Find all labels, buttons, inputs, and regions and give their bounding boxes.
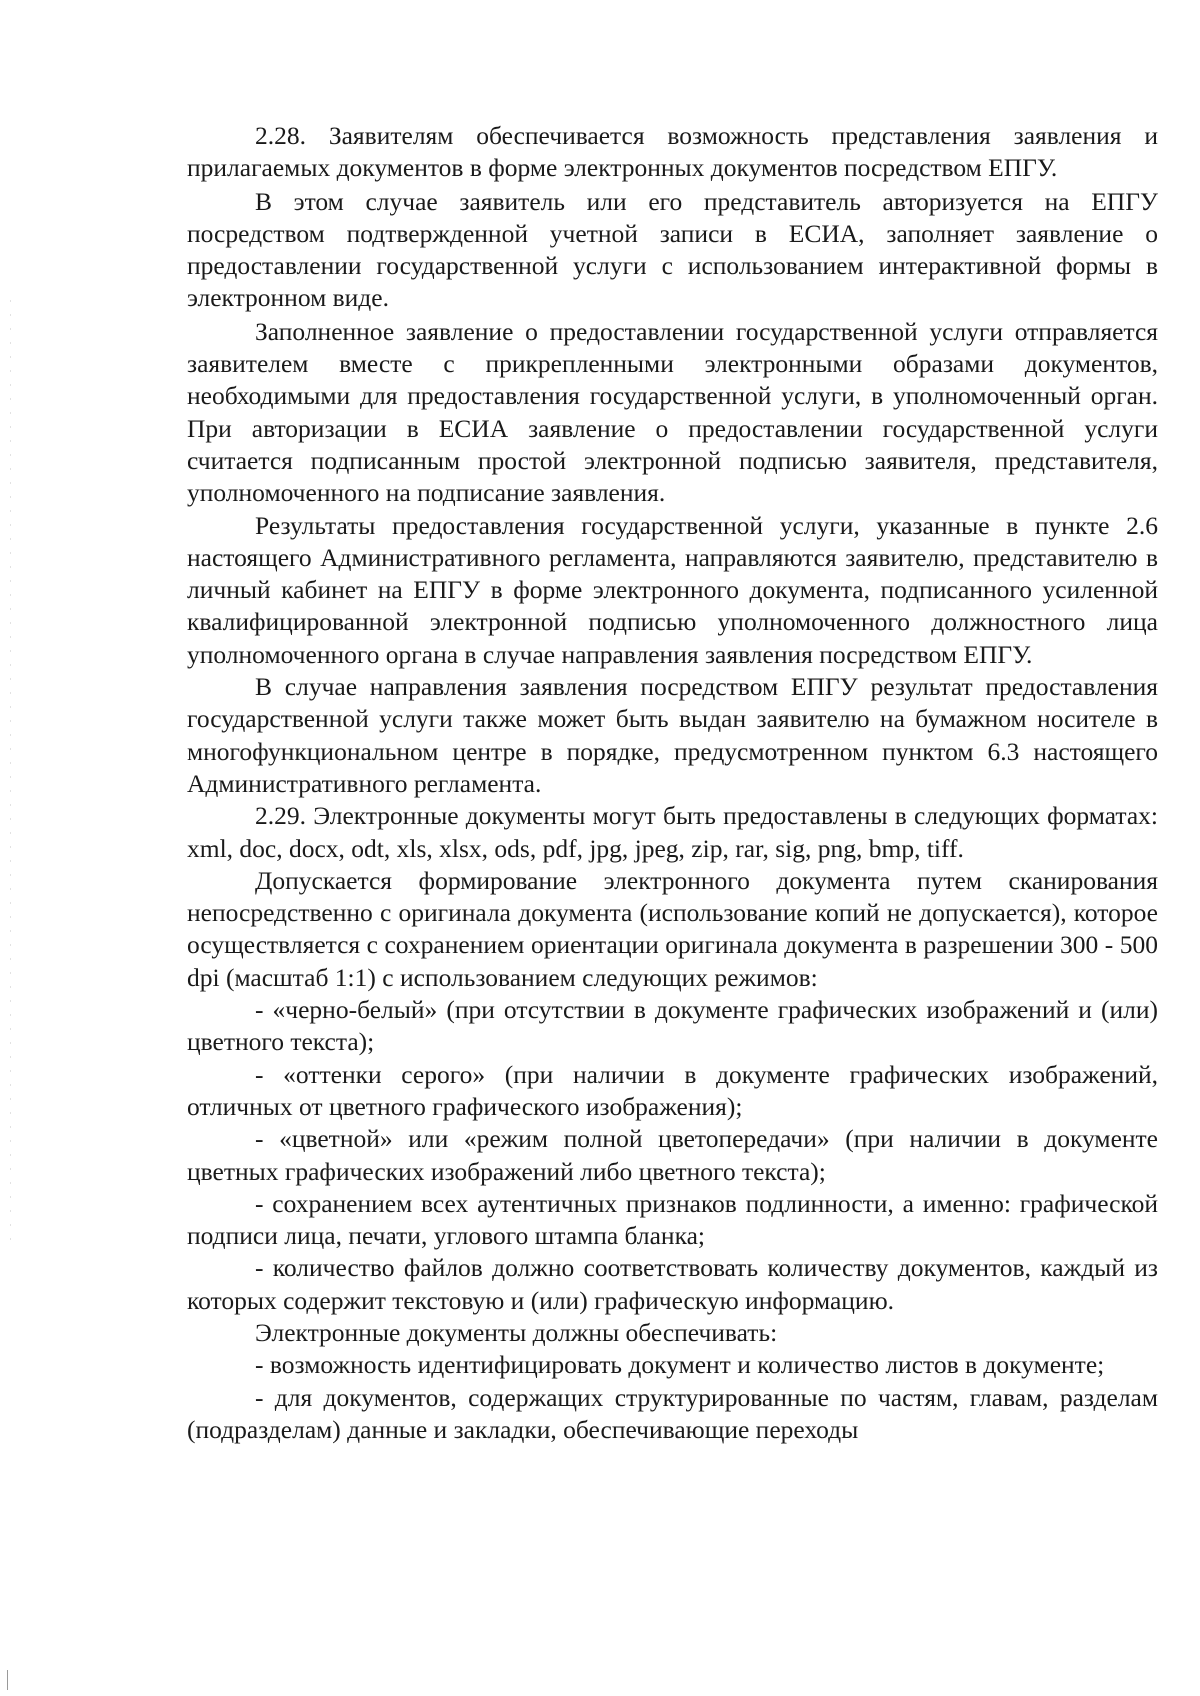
list-item-structured: - для документов, содержащих структурированные по частям, главам, разделам (подразделам) данные и закладки, обеспечивающие переходы bbox=[187, 1382, 1158, 1444]
scan-edge-marks bbox=[10, 300, 11, 1250]
list-item-file-count: - количество файлов должно соответствовать количеству документов, каждый из которых содержит текстовую и (или) графическую информацию. bbox=[187, 1253, 1158, 1315]
list-item-black-white: - «черно-белый» (при отсутствии в документе графических изображений и (или) цветного текста); bbox=[187, 995, 1158, 1057]
scan-edge-line bbox=[7, 1670, 8, 1690]
paragraph-2-28: 2.28. Заявителям обеспечивается возможность представления заявления и прилагаемых документов в форме электронных документов посредством ЕПГУ. bbox=[187, 121, 1158, 183]
paragraph-service-results: Результаты предоставления государственной услуги, указанные в пункте 2.6 настоящего Административного регламента, направляются заявителю, представителю в личный кабинет на ЕПГУ в форме электронного документа, подписанного усиленной квалифицированной электронной подписью уполномоченного должностного лица уполномоченного органа в случае направления заявления посредством ЕПГУ. bbox=[187, 510, 1158, 669]
paragraph-epgu-authorization: В этом случае заявитель или его представитель авторизуется на ЕПГУ посредством подтвержденной учетной записи в ЕСИА, заполняет заявление о предоставлении государственной услуги с использованием интерактивной формы в электронном виде. bbox=[187, 186, 1158, 313]
list-item-color: - «цветной» или «режим полной цветопередачи» (при наличии в документе цветных графических изображений либо цветного текста); bbox=[187, 1124, 1158, 1186]
paragraph-filled-application: Заполненное заявление о предоставлении государственной услуги отправляется заявителем вместе с прикрепленными электронными образами документов, необходимыми для предоставления государственной услуги, в уполномоченный орган. При авторизации в ЕСИА заявление о предоставлении государственной услуги считается подписанным простой электронной подписью заявителя, представителя, уполномоченного на подписание заявления. bbox=[187, 316, 1158, 508]
paragraph-scanning: Допускается формирование электронного документа путем сканирования непосредственно с оригинала документа (использование копий не допускается), которое осуществляется с сохранением ориентации оригинала документа в разрешении 300 - 500 dpi (масштаб 1:1) с использованием следующих режимов: bbox=[187, 865, 1158, 992]
document-body bbox=[187, 120, 1158, 1446]
paragraph-2-29: 2.29. Электронные документы могут быть предоставлены в следующих форматах: xml, doc, docx, odt, xls, xlsx, ods, pdf, jpg, jpeg, zip, rar, sig, png, bmp, tiff. bbox=[187, 801, 1158, 863]
list-item-grayscale: - «оттенки серого» (при наличии в документе графических изображений, отличных от цветного графического изображения); bbox=[187, 1059, 1158, 1121]
list-item-identify: - возможность идентифицировать документ и количество листов в документе; bbox=[255, 1350, 1105, 1380]
paragraph-requirements-heading: Электронные документы должны обеспечивать: bbox=[255, 1317, 778, 1347]
paragraph-paper-result: В случае направления заявления посредством ЕПГУ результат предоставления государственной услуги также может быть выдан заявителю на бумажном носителе в многофункциональном центре в порядке, предусмотренном пунктом 6.3 настоящего Административного регламента. bbox=[187, 672, 1158, 798]
list-item-authenticity: - сохранением всех аутентичных признаков подлинности, а именно: графической подписи лица, печати, углового штампа бланка; bbox=[187, 1188, 1158, 1251]
